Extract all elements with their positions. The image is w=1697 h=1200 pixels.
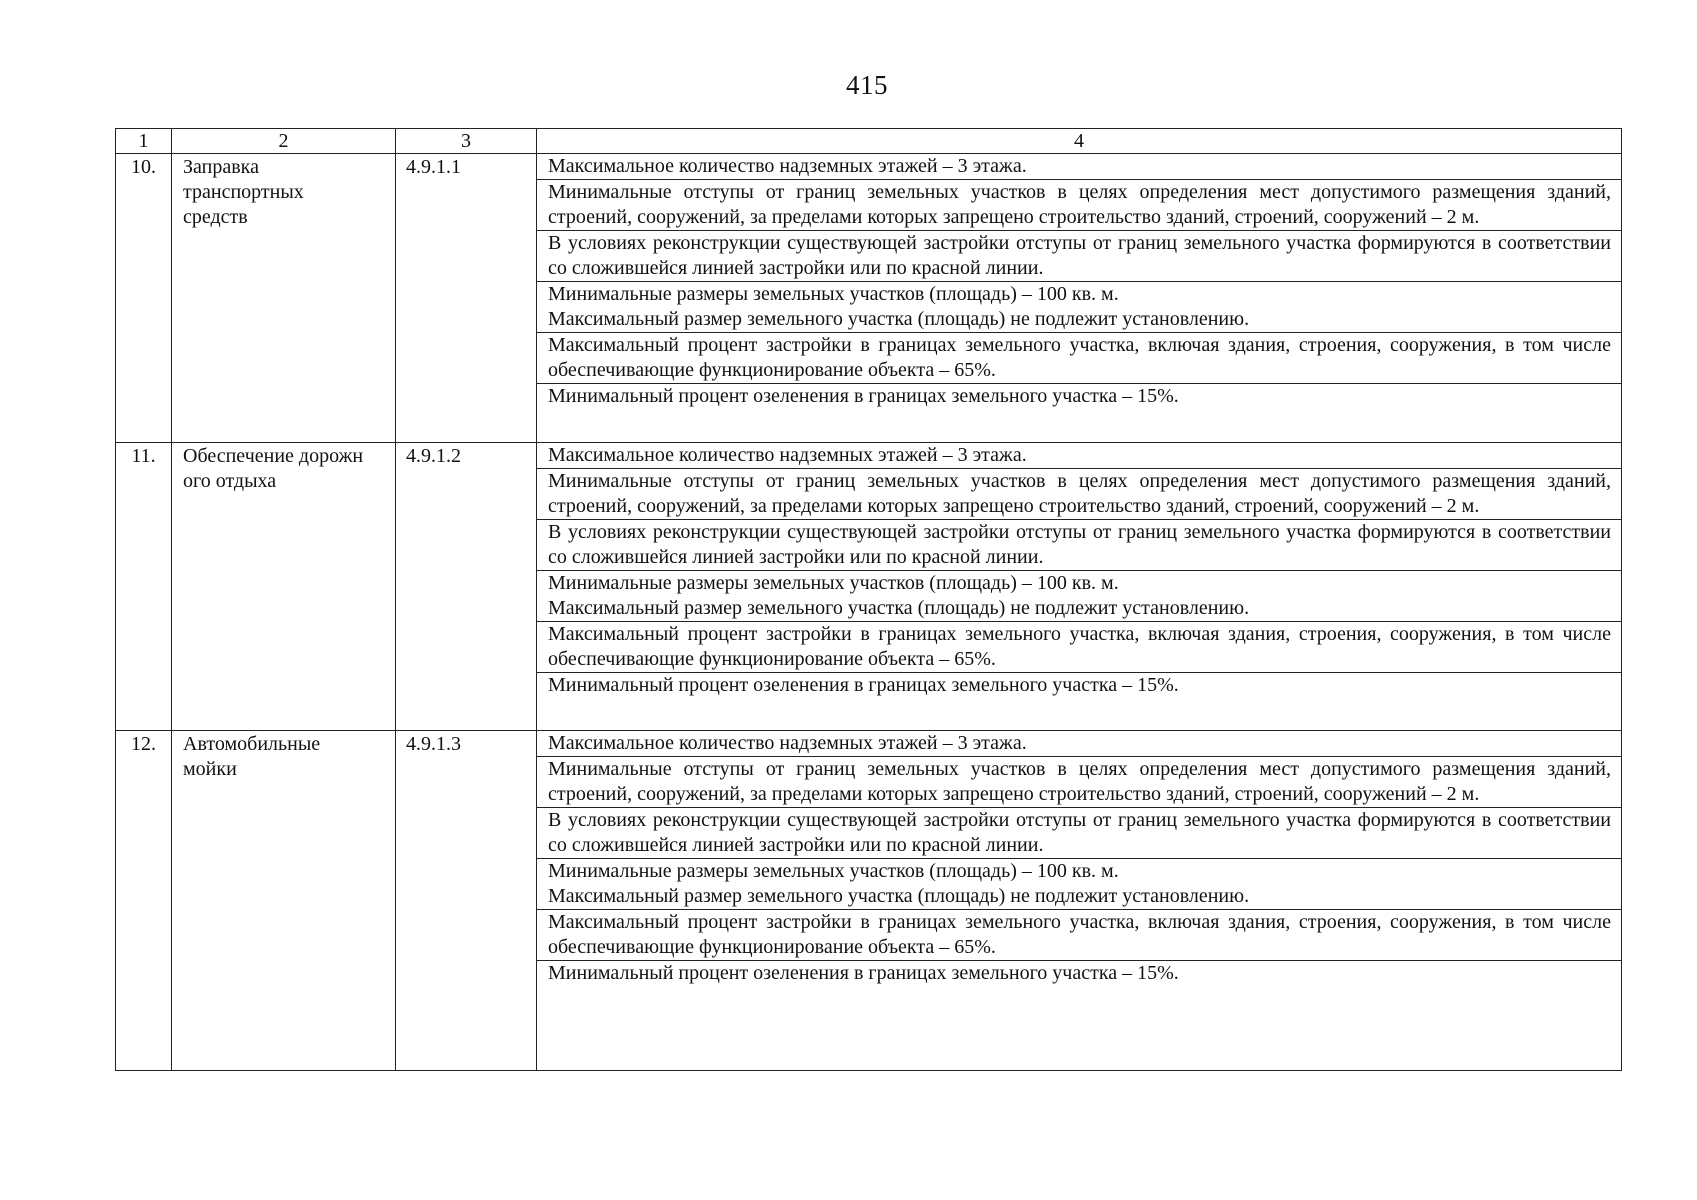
parameter-item: Минимальный процент озеленения в границах земельного участка – 15%. bbox=[548, 385, 1179, 407]
header-cell-1: 1 bbox=[116, 129, 172, 154]
parameter-item: Минимальные отступы от границ земельных участков в целях определения мест допустимого размещения зданий, строений, сооружений, за пределами которых запрещено строительство зданий, строений, сооружений – 2 м. bbox=[537, 757, 1621, 808]
land-use-code: 4.9.1.3 bbox=[396, 731, 537, 1071]
row-number: 12. bbox=[116, 731, 172, 1071]
parameter-item: Максимальное количество надземных этажей – 3 этажа. bbox=[537, 731, 1621, 757]
parameter-item: Максимальное количество надземных этажей – 3 этажа. bbox=[537, 443, 1621, 469]
parameter-item: В условиях реконструкции существующей застройки отступы от границ земельного участка формируются в соответствии со сложившейся линией застройки или по красной линии. bbox=[537, 231, 1621, 282]
parameter-item: В условиях реконструкции существующей застройки отступы от границ земельного участка формируются в соответствии со сложившейся линией застройки или по красной линии. bbox=[537, 520, 1621, 571]
row-number: 10. bbox=[116, 154, 172, 443]
land-use-code: 4.9.1.2 bbox=[396, 443, 537, 731]
row-number: 11. bbox=[116, 443, 172, 731]
header-row bbox=[116, 129, 1622, 154]
parameter-item: Минимальные размеры земельных участков (площадь) – 100 кв. м. Максимальный размер земельного участка (площадь) не подлежит установлению. bbox=[537, 859, 1621, 910]
parameter-item: Минимальные размеры земельных участков (площадь) – 100 кв. м. Максимальный размер земельного участка (площадь) не подлежит установлению. bbox=[537, 282, 1621, 333]
parameters-cell bbox=[537, 731, 1622, 1071]
land-use-code: 4.9.1.1 bbox=[396, 154, 537, 443]
table-row bbox=[116, 731, 1622, 1071]
parameter-item: Максимальный процент застройки в границах земельного участка, включая здания, строения, сооружения, в том числе обеспечивающие функционирование объекта – 65%. bbox=[537, 622, 1621, 673]
parameter-item: Максимальный процент застройки в границах земельного участка, включая здания, строения, сооружения, в том числе обеспечивающие функционирование объекта – 65%. bbox=[537, 333, 1621, 384]
zoning-parameters-table bbox=[115, 128, 1622, 1071]
parameters-cell bbox=[537, 443, 1622, 731]
land-use-name: Автомобильные мойки bbox=[172, 731, 396, 1071]
parameters-cell bbox=[537, 154, 1622, 443]
parameter-item: В условиях реконструкции существующей застройки отступы от границ земельного участка формируются в соответствии со сложившейся линией застройки или по красной линии. bbox=[537, 808, 1621, 859]
page-number: 415 bbox=[846, 70, 888, 100]
table-row bbox=[116, 154, 1622, 443]
parameter-item: Минимальные размеры земельных участков (площадь) – 100 кв. м. Максимальный размер земельного участка (площадь) не подлежит установлению. bbox=[537, 571, 1621, 622]
header-cell-4: 4 bbox=[537, 129, 1622, 154]
parameter-item: Максимальное количество надземных этажей – 3 этажа. bbox=[537, 154, 1621, 180]
header-cell-3: 3 bbox=[396, 129, 537, 154]
parameter-item: Минимальный процент озеленения в границах земельного участка – 15%. bbox=[548, 674, 1179, 696]
land-use-name: Заправка транспортных средств bbox=[172, 154, 396, 443]
header-cell-2: 2 bbox=[172, 129, 396, 154]
land-use-name: Обеспечение дорожн ого отдыха bbox=[172, 443, 396, 731]
parameter-item: Максимальный процент застройки в границах земельного участка, включая здания, строения, сооружения, в том числе обеспечивающие функционирование объекта – 65%. bbox=[537, 910, 1621, 961]
parameter-item: Минимальные отступы от границ земельных участков в целях определения мест допустимого размещения зданий, строений, сооружений, за пределами которых запрещено строительство зданий, строений, сооружений – 2 м. bbox=[537, 469, 1621, 520]
parameter-item: Минимальные отступы от границ земельных участков в целях определения мест допустимого размещения зданий, строений, сооружений, за пределами которых запрещено строительство зданий, строений, сооружений – 2 м. bbox=[537, 180, 1621, 231]
parameter-item: Минимальный процент озеленения в границах земельного участка – 15%. bbox=[548, 962, 1179, 984]
table-row bbox=[116, 443, 1622, 731]
